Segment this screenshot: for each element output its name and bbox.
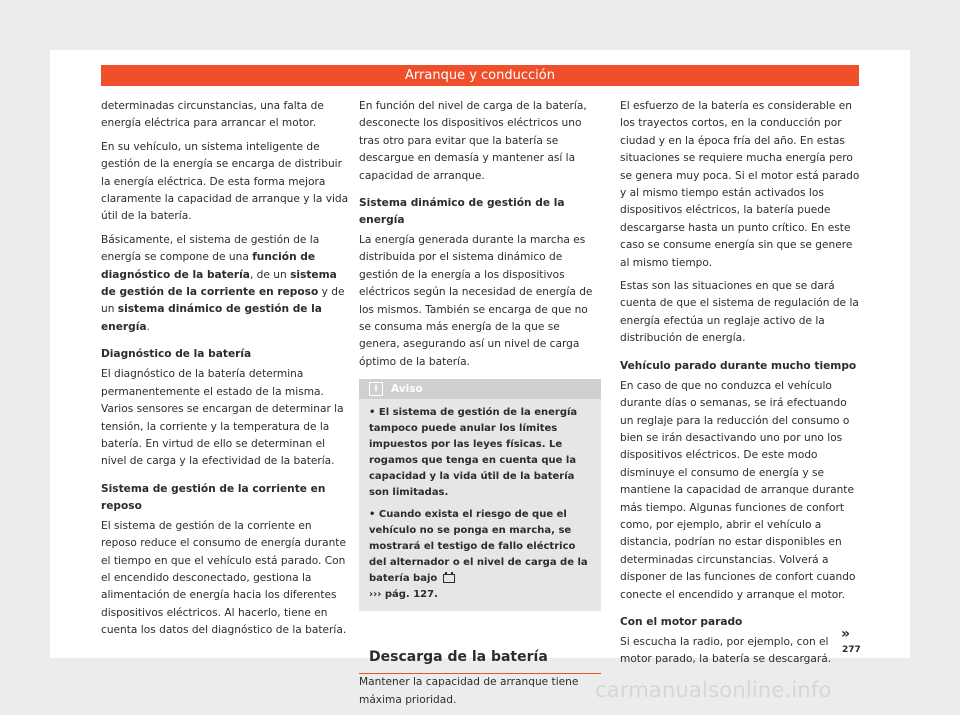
subheading: Diagnóstico de la batería	[101, 348, 252, 361]
subheading: Con el motor parado	[620, 615, 743, 628]
bold-text: sistema dinámico de gestión de la energía	[101, 303, 322, 333]
info-icon: i	[369, 382, 383, 396]
subheading: Vehículo parado durante mucho tiempo	[620, 359, 857, 372]
text: y de un	[101, 286, 345, 316]
paragraph: Si escucha la radio, por ejemplo, con el motor parado, la batería se descargará.	[620, 635, 832, 666]
bold-text: sistema de gestión de la corriente en reposo	[101, 268, 337, 299]
section-header: Arranque y conducción	[101, 65, 859, 86]
paragraph: El diagnóstico de la batería determina permanentemente el estado de la misma. Varios sensores se encargan de determinar la tensión, la corriente y la temperatura de la batería. En virtud de ello se determinan el nivel de carga y la efectividad de la batería.	[101, 368, 344, 468]
text: • Cuando exista el riesgo de que el vehículo no se ponga en marcha, se mostrará el testigo de fallo eléctrico del alternador o el nivel de carga de la batería bajo	[369, 509, 588, 585]
notice-item: • El sistema de gestión de la energía tampoco puede anular los límites impuestos por las leyes físicas. Le rogamos que tenga en cuenta que la capacidad y la vida útil de la batería son limitadas.	[369, 407, 578, 499]
bold-text: función de diagnóstico de la batería	[101, 251, 316, 281]
page-reference-link[interactable]: ››› pág. 127.	[369, 589, 438, 601]
subheading: Sistema de gestión de la corriente en reposo	[101, 482, 326, 512]
text: Básicamente, el sistema de gestión de la energía se compone de una	[101, 233, 320, 264]
battery-icon	[443, 574, 455, 583]
paragraph: El esfuerzo de la batería es considerable en los trayectos cortos, en la conducción por ciudad y en la época fría del año. En estas situaciones se requiere mucha energía pero se genera muy poca. Si el motor está parado y al mismo tiempo están activados los dispositivos eléctricos, la batería puede descargarse hasta un punto crítico. En este caso se consume energía sin que se genere al mismo tiempo.	[620, 100, 860, 269]
page-number: 277	[842, 645, 861, 655]
notice-title: Aviso	[391, 383, 423, 396]
notice-header	[359, 379, 601, 399]
paragraph: Mantener la capacidad de arranque tiene máxima prioridad.	[359, 676, 579, 706]
paragraph: En su vehículo, un sistema inteligente de gestión de la energía se encarga de distribuir la energía eléctrica. De esta forma mejora claramente la capacidad de arranque y la vida útil de la batería.	[101, 140, 349, 223]
subheading: Sistema dinámico de gestión de la energía	[359, 197, 565, 227]
column-1	[101, 98, 349, 646]
text: .	[146, 320, 150, 333]
notice-item	[359, 501, 601, 603]
column-3	[620, 98, 860, 675]
paragraph: La energía generada durante la marcha es distribuida por el sistema dinámico de gestión de la energía a los dispositivos eléctricos según la necesidad de energía de los mismos. También se encarga de que no se consuma más energía de la que se genera, asegurando así un nivel de carga óptimo de la batería.	[359, 234, 593, 368]
paragraph: Estas son las situaciones en que se dará cuenta de que el sistema de regulación de la energía efectúa un reglaje activo de la distribución de energía.	[620, 280, 859, 345]
section-title: Descarga de la batería	[359, 647, 601, 674]
watermark: carmanualsonline.info	[595, 678, 832, 702]
paragraph: determinadas circunstancias, una falta de energía eléctrica para arrancar el motor.	[101, 100, 324, 130]
continue-marker-icon: »	[841, 626, 851, 642]
paragraph: En función del nivel de carga de la batería, desconecte los dispositivos eléctricos uno tras otro para evitar que la batería se descargue en demasía y mantener así la capacidad de arranque.	[359, 100, 587, 182]
paragraph: En caso de que no conduzca el vehículo durante días o semanas, se irá efectuando un reglaje para la reducción del consumo o bien se irán desactivando uno por uno los dispositivos eléctricos. De este modo disminuye el consumo de energía y se mantiene la capacidad de arranque durante más tiempo. Algunas funciones de confort como, por ejemplo, abrir el vehículo a distancia, podrían no estar disponibles en determinadas circunstancias. Volverá a disponer de las funciones de confort cuando conecte el encendido y arranque el motor.	[620, 379, 856, 601]
notice-box	[359, 379, 601, 611]
paragraph	[101, 232, 349, 336]
paragraph: El sistema de gestión de la corriente en reposo reduce el consumo de energía durante el tiempo en que el vehículo está parado. Con el encendido desconectado, gestiona la alimentación de energía hacia los diferentes dispositivos eléctricos. Al hacerlo, tiene en cuenta los datos del diagnóstico de la batería.	[101, 519, 347, 637]
column-2	[359, 98, 601, 715]
text: , de un	[249, 268, 291, 281]
